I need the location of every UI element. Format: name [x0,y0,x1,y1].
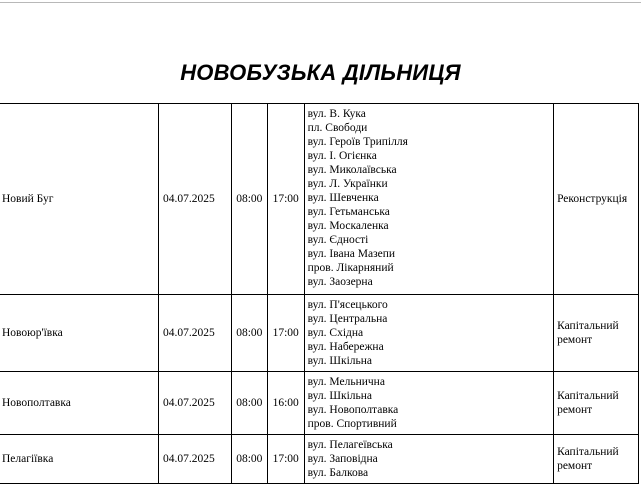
street-name: вул. І. Огієнка [307,150,377,162]
street-name: вул. Балкова [307,467,369,479]
reason-cell: Капітальний ремонт [554,435,639,484]
reason-cell: Капітальний ремонт [554,295,639,372]
end-time-cell: 17:00 [267,435,304,484]
end-time-cell: 17:00 [267,295,304,372]
locality-cell: Новополтавка [0,372,159,435]
start-time-cell: 08:00 [231,104,267,295]
date-cell: 04.07.2025 [159,104,232,295]
reason-cell: Капітальний ремонт [554,372,639,435]
locality-cell: Новоюр'ївка [0,295,159,372]
street-name: вул. Новополтавка [307,404,399,416]
street-name: вул. Шкільна [307,355,373,367]
street-name: вул. Шевченка [307,192,379,204]
streets-cell [304,372,553,435]
street-name: вул. Заповідна [307,453,378,465]
date-cell: 04.07.2025 [159,295,232,372]
outage-schedule-table [0,103,639,484]
street-name: вул. Заозерна [307,276,373,288]
street-name: пров. Спортивний [307,418,397,430]
top-divider [0,2,641,3]
streets-cell [304,435,553,484]
street-name: вул. Івана Мазепи [307,248,396,260]
reason-cell: Реконструкція [554,104,639,295]
street-name: вул. Центральна [307,313,388,325]
street-name: вул. Героїв Трипілля [307,136,408,148]
table-row [0,104,639,295]
date-cell: 04.07.2025 [159,372,232,435]
street-name: вул. Східна [307,327,364,339]
street-name: вул. В. Кука [307,108,366,120]
street-name: вул. Шкільна [307,390,373,402]
street-name: вул. Гетьманська [307,206,390,218]
street-name: пров. Лікарняний [307,262,394,274]
end-time-cell: 16:00 [267,372,304,435]
locality-cell: Пелагіївка [0,435,159,484]
streets-cell [304,295,553,372]
table-row [0,295,639,372]
street-name: пл. Свободи [307,122,368,134]
start-time-cell: 08:00 [231,295,267,372]
street-name: вул. Мельнична [307,376,385,388]
start-time-cell: 08:00 [231,372,267,435]
street-name: вул. Пелагеївська [307,439,393,451]
street-name: вул. Набережна [307,341,384,353]
street-name: вул. Єдності [307,234,369,246]
street-name: вул. Миколаївська [307,164,397,176]
date-cell: 04.07.2025 [159,435,232,484]
street-name: вул. Москаленка [307,220,389,232]
table-row [0,372,639,435]
end-time-cell: 17:00 [267,104,304,295]
page-title: НОВОБУЗЬКА ДІЛЬНИЦЯ [180,60,461,85]
table-row [0,435,639,484]
street-name: вул. Л. Українки [307,178,388,190]
streets-cell [304,104,553,295]
start-time-cell: 08:00 [231,435,267,484]
street-name: вул. П'ясецького [307,299,388,311]
locality-cell: Новий Буг [0,104,159,295]
